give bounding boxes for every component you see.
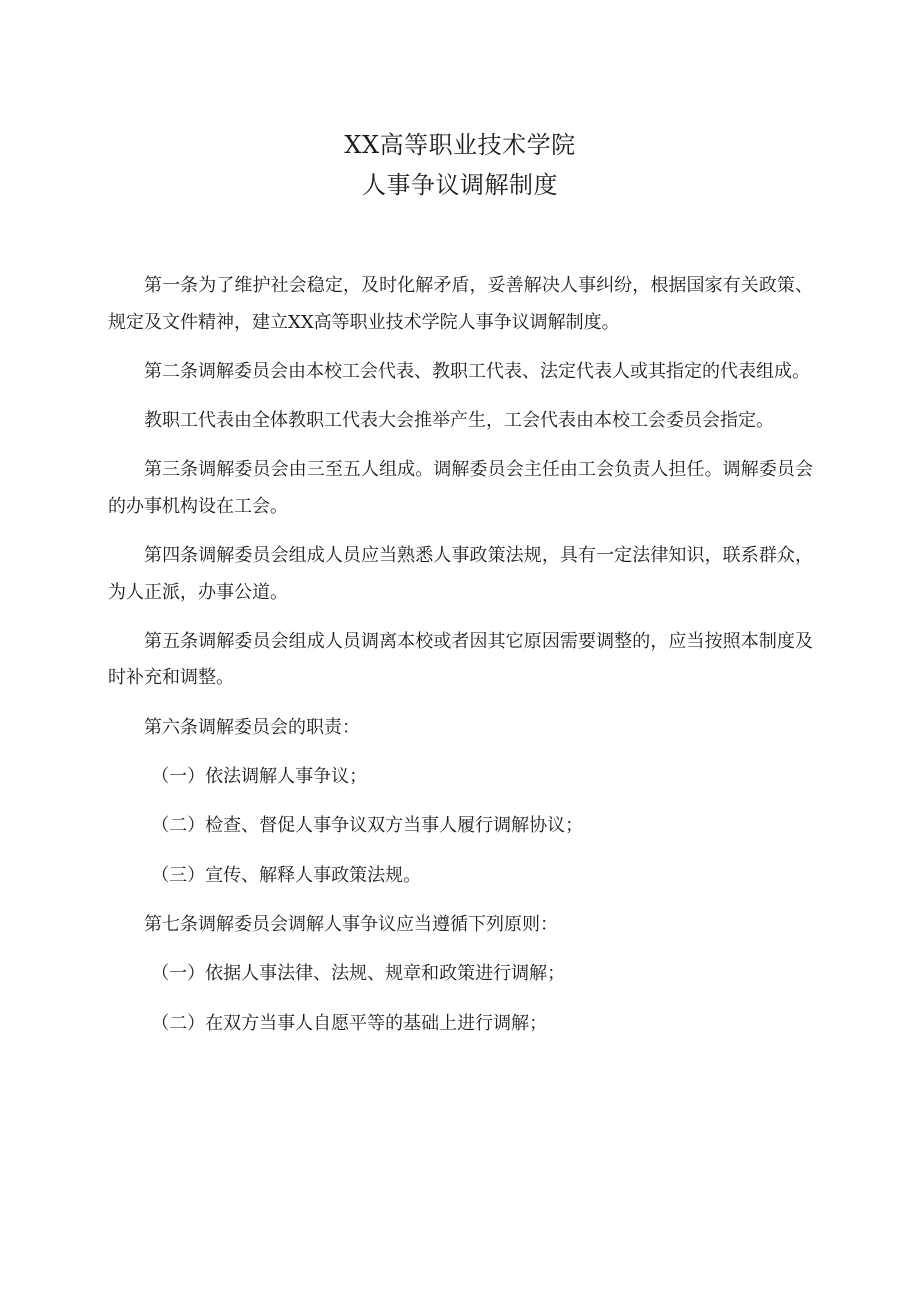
article-6-item-2: （二）检查、督促人事争议双方当事人履行调解协议； — [151, 815, 584, 837]
title-institution: XX高等职业技术学院 — [344, 131, 576, 159]
document-body — [108, 268, 813, 1055]
article-7-item-2: （二）在双方当事人自愿平等的基础上进行调解； — [151, 1012, 548, 1034]
article-1: 第一条为了维护社会稳定，及时化解矛盾，妥善解决人事纠纷，根据国家有关政策、规定及文件精神，建立XX高等职业技术学院人事争议调解制度。 — [108, 275, 813, 333]
article-6-item-1: （一）依法调解人事争议； — [151, 766, 368, 788]
title-regulation: 人事争议调解制度 — [362, 171, 558, 199]
article-4: 第四条调解委员会组成人员应当熟悉人事政策法规，具有一定法律知识，联系群众，为人正派，办事公道。 — [108, 545, 813, 603]
article-7: 第七条调解委员会调解人事争议应当遵循下列原则： — [144, 913, 558, 935]
article-3: 第三条调解委员会由三至五人组成。调解委员会主任由工会负责人担任。调解委员会的办事机构设在工会。 — [108, 459, 813, 517]
document-title — [0, 128, 920, 208]
article-7-item-1: （一）依据人事法律、法规、规章和政策进行调解； — [151, 963, 566, 985]
article-5: 第五条调解委员会组成人员调离本校或者因其它原因需要调整的，应当按照本制度及时补充和调整。 — [108, 630, 813, 689]
article-2-detail: 教职工代表由全体教职工代表大会推举产生，工会代表由本校工会委员会指定。 — [144, 410, 774, 432]
article-6-item-3: （三）宣传、解释人事政策法规。 — [151, 864, 422, 886]
article-6: 第六条调解委员会的职责： — [144, 716, 360, 738]
article-2: 第二条调解委员会由本校工会代表、教职工代表、法定代表人或其指定的代表组成。 — [144, 360, 810, 382]
